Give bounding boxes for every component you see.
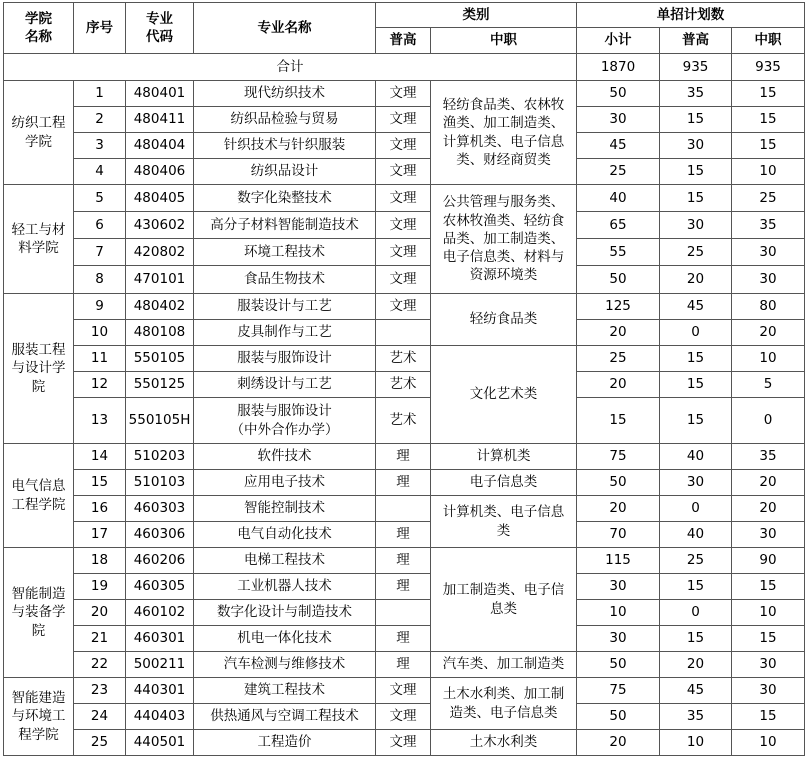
row-plan-vocational: 15 [732,81,805,107]
row-plan-general: 0 [660,496,732,522]
row-general-category: 艺术 [376,372,431,398]
row-seq: 23 [74,678,126,704]
row-subtotal: 75 [577,444,660,470]
row-subtotal: 75 [577,678,660,704]
row-major-name: 智能控制技术 [194,496,376,522]
row-plan-vocational: 35 [732,444,805,470]
row-plan-general: 15 [660,107,732,133]
row-code: 550105H [126,398,194,444]
table-row [4,398,805,444]
row-plan-general: 15 [660,398,732,444]
row-general-category: 文理 [376,159,431,185]
table-row [4,372,805,398]
row-seq: 3 [74,133,126,159]
row-code: 440301 [126,678,194,704]
row-plan-vocational: 10 [732,159,805,185]
row-major-name: 建筑工程技术 [194,678,376,704]
row-plan-vocational: 35 [732,212,805,239]
total-general: 935 [660,54,732,81]
row-plan-vocational: 30 [732,678,805,704]
row-general-category: 文理 [376,107,431,133]
table-row [4,81,805,107]
row-code: 510103 [126,470,194,496]
table-row [4,239,805,266]
row-subtotal: 20 [577,496,660,522]
row-plan-vocational: 80 [732,294,805,320]
row-subtotal: 20 [577,320,660,346]
row-code: 420802 [126,239,194,266]
row-general-category: 文理 [376,239,431,266]
row-major-name: 软件技术 [194,444,376,470]
row-plan-general: 25 [660,548,732,574]
row-plan-vocational: 10 [732,600,805,626]
row-general-category: 文理 [376,678,431,704]
row-seq: 15 [74,470,126,496]
header-major-name: 专业名称 [194,3,376,54]
enrollment-plan-table [3,2,805,756]
college-name: 智能建造 与环境工 程学院 [4,678,74,756]
row-subtotal: 40 [577,185,660,212]
row-major-name: 针织技术与针织服装 [194,133,376,159]
row-plan-vocational: 90 [732,548,805,574]
table-row [4,730,805,756]
row-seq: 5 [74,185,126,212]
row-seq: 11 [74,346,126,372]
vocational-category: 计算机类 [431,444,577,470]
row-subtotal: 25 [577,346,660,372]
row-plan-general: 15 [660,185,732,212]
row-plan-general: 40 [660,444,732,470]
row-code: 440403 [126,704,194,730]
row-general-category: 理 [376,470,431,496]
row-general-category: 理 [376,652,431,678]
row-code: 480401 [126,81,194,107]
row-major-name: 服装与服饰设计 [194,346,376,372]
row-general-category: 艺术 [376,346,431,372]
header-category: 类别 [376,3,577,28]
row-seq: 18 [74,548,126,574]
vocational-category: 计算机类、电子信息 类 [431,496,577,548]
row-subtotal: 45 [577,133,660,159]
row-seq: 25 [74,730,126,756]
college-name: 智能制造 与装备学 院 [4,548,74,678]
vocational-category: 土木水利类 [431,730,577,756]
row-code: 460303 [126,496,194,522]
row-plan-general: 25 [660,239,732,266]
table-row [4,548,805,574]
row-major-name: 服装与服饰设计 （中外合作办学） [194,398,376,444]
row-plan-general: 0 [660,320,732,346]
row-subtotal: 70 [577,522,660,548]
row-plan-vocational: 15 [732,107,805,133]
table-row [4,522,805,548]
table-row [4,294,805,320]
header-plan-vocational: 中职 [732,28,805,54]
row-plan-general: 10 [660,730,732,756]
table-row [4,496,805,522]
row-major-name: 服装设计与工艺 [194,294,376,320]
college-name: 服装工程 与设计学 院 [4,294,74,444]
table-row [4,574,805,600]
row-major-name: 高分子材料智能制造技术 [194,212,376,239]
row-subtotal: 50 [577,81,660,107]
vocational-category: 轻纺食品类 [431,294,577,346]
row-major-name: 现代纺织技术 [194,81,376,107]
row-major-name: 机电一体化技术 [194,626,376,652]
row-plan-vocational: 30 [732,522,805,548]
row-subtotal: 30 [577,107,660,133]
row-general-category: 文理 [376,704,431,730]
row-plan-vocational: 15 [732,133,805,159]
vocational-category: 加工制造类、电子信 息类 [431,548,577,652]
header-code: 专业 代码 [126,3,194,54]
row-code: 480405 [126,185,194,212]
row-seq: 4 [74,159,126,185]
row-subtotal: 50 [577,704,660,730]
table-row [4,346,805,372]
row-seq: 7 [74,239,126,266]
row-plan-general: 40 [660,522,732,548]
table-row [4,652,805,678]
college-name: 纺织工程 学院 [4,81,74,185]
header-seq: 序号 [74,3,126,54]
row-subtotal: 20 [577,372,660,398]
row-major-name: 纺织品检验与贸易 [194,107,376,133]
table-row [4,470,805,496]
row-code: 430602 [126,212,194,239]
table-row [4,107,805,133]
row-seq: 19 [74,574,126,600]
row-plan-general: 15 [660,372,732,398]
row-subtotal: 55 [577,239,660,266]
row-seq: 10 [74,320,126,346]
row-major-name: 工业机器人技术 [194,574,376,600]
row-subtotal: 15 [577,398,660,444]
row-subtotal: 30 [577,626,660,652]
row-general-category [376,496,431,522]
row-subtotal: 20 [577,730,660,756]
row-plan-general: 20 [660,266,732,294]
row-general-category: 文理 [376,185,431,212]
table-row [4,704,805,730]
row-seq: 20 [74,600,126,626]
row-major-name: 纺织品设计 [194,159,376,185]
row-subtotal: 65 [577,212,660,239]
row-plan-vocational: 20 [732,320,805,346]
row-major-name: 应用电子技术 [194,470,376,496]
header-category-general: 普高 [376,28,431,54]
row-plan-general: 15 [660,626,732,652]
vocational-category: 土木水利类、加工制 造类、电子信息类 [431,678,577,730]
college-name: 电气信息 工程学院 [4,444,74,548]
row-general-category [376,600,431,626]
row-subtotal: 50 [577,470,660,496]
table-row [4,444,805,470]
row-plan-vocational: 30 [732,239,805,266]
row-plan-vocational: 25 [732,185,805,212]
row-subtotal: 50 [577,652,660,678]
row-plan-vocational: 30 [732,652,805,678]
row-seq: 12 [74,372,126,398]
row-plan-general: 30 [660,470,732,496]
row-plan-general: 35 [660,704,732,730]
row-subtotal: 125 [577,294,660,320]
row-plan-vocational: 0 [732,398,805,444]
row-plan-general: 45 [660,678,732,704]
row-code: 510203 [126,444,194,470]
row-major-name: 皮具制作与工艺 [194,320,376,346]
vocational-category: 电子信息类 [431,470,577,496]
row-code: 470101 [126,266,194,294]
row-major-name: 供热通风与空调工程技术 [194,704,376,730]
row-seq: 14 [74,444,126,470]
row-plan-vocational: 15 [732,704,805,730]
row-code: 480411 [126,107,194,133]
row-general-category: 理 [376,626,431,652]
total-vocational: 935 [732,54,805,81]
row-seq: 13 [74,398,126,444]
row-general-category: 艺术 [376,398,431,444]
row-major-name: 数字化设计与制造技术 [194,600,376,626]
row-general-category: 理 [376,444,431,470]
row-general-category: 文理 [376,730,431,756]
vocational-category: 公共管理与服务类、 农林牧渔类、轻纺食 品类、加工制造类、 电子信息类、材料与 资源环境类 [431,185,577,294]
row-seq: 9 [74,294,126,320]
row-major-name: 汽车检测与维修技术 [194,652,376,678]
row-code: 440501 [126,730,194,756]
row-plan-general: 15 [660,159,732,185]
row-code: 460301 [126,626,194,652]
table-row [4,600,805,626]
row-seq: 21 [74,626,126,652]
row-plan-general: 15 [660,346,732,372]
row-seq: 8 [74,266,126,294]
header-category-vocational: 中职 [431,28,577,54]
row-code: 460206 [126,548,194,574]
table-row [4,159,805,185]
row-seq: 22 [74,652,126,678]
row-plan-general: 20 [660,652,732,678]
row-major-name: 环境工程技术 [194,239,376,266]
row-subtotal: 30 [577,574,660,600]
header-plan: 单招计划数 [577,3,805,28]
row-code: 460102 [126,600,194,626]
row-major-name: 工程造价 [194,730,376,756]
row-plan-general: 45 [660,294,732,320]
row-general-category [376,320,431,346]
row-general-category: 理 [376,574,431,600]
row-general-category: 文理 [376,294,431,320]
table-row [4,185,805,212]
row-code: 480108 [126,320,194,346]
row-major-name: 电梯工程技术 [194,548,376,574]
vocational-category: 轻纺食品类、农林牧 渔类、加工制造类、 计算机类、电子信息 类、财经商贸类 [431,81,577,185]
row-code: 550125 [126,372,194,398]
row-plan-vocational: 20 [732,470,805,496]
row-major-name: 数字化染整技术 [194,185,376,212]
row-seq: 6 [74,212,126,239]
row-general-category: 文理 [376,133,431,159]
vocational-category: 文化艺术类 [431,346,577,444]
row-general-category: 文理 [376,266,431,294]
row-plan-vocational: 10 [732,730,805,756]
row-plan-general: 0 [660,600,732,626]
row-subtotal: 115 [577,548,660,574]
vocational-category: 汽车类、加工制造类 [431,652,577,678]
row-plan-general: 30 [660,212,732,239]
table-row [4,133,805,159]
row-subtotal: 10 [577,600,660,626]
table-row [4,626,805,652]
row-plan-general: 15 [660,574,732,600]
table-row [4,212,805,239]
row-major-name: 刺绣设计与工艺 [194,372,376,398]
row-general-category: 文理 [376,212,431,239]
row-code: 460305 [126,574,194,600]
header-plan-general: 普高 [660,28,732,54]
row-plan-vocational: 15 [732,574,805,600]
row-general-category: 理 [376,522,431,548]
row-code: 500211 [126,652,194,678]
row-code: 480406 [126,159,194,185]
college-name: 轻工与材 料学院 [4,185,74,294]
table-row [4,320,805,346]
row-general-category: 文理 [376,81,431,107]
row-seq: 17 [74,522,126,548]
total-row [4,54,805,81]
row-seq: 2 [74,107,126,133]
row-plan-vocational: 10 [732,346,805,372]
table-row [4,678,805,704]
header-college: 学院 名称 [4,3,74,54]
row-code: 460306 [126,522,194,548]
row-subtotal: 25 [577,159,660,185]
row-seq: 1 [74,81,126,107]
total-subtotal: 1870 [577,54,660,81]
row-major-name: 电气自动化技术 [194,522,376,548]
row-code: 550105 [126,346,194,372]
row-seq: 16 [74,496,126,522]
row-code: 480402 [126,294,194,320]
row-major-name: 食品生物技术 [194,266,376,294]
row-general-category: 理 [376,548,431,574]
header-plan-subtotal: 小计 [577,28,660,54]
row-subtotal: 50 [577,266,660,294]
row-plan-vocational: 30 [732,266,805,294]
total-label: 合计 [4,54,577,81]
table-row [4,266,805,294]
row-plan-general: 35 [660,81,732,107]
row-seq: 24 [74,704,126,730]
row-plan-vocational: 15 [732,626,805,652]
row-plan-vocational: 20 [732,496,805,522]
row-code: 480404 [126,133,194,159]
row-plan-vocational: 5 [732,372,805,398]
row-plan-general: 30 [660,133,732,159]
